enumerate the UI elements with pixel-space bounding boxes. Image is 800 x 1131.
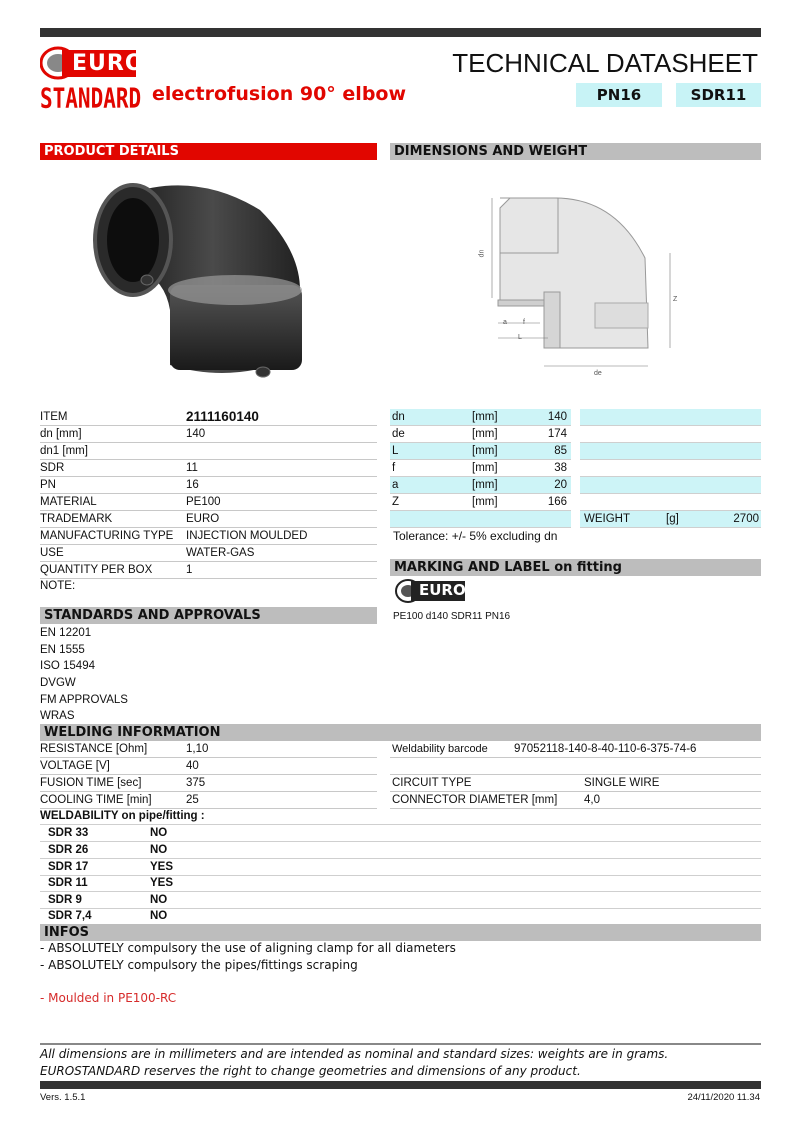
logo-euro-text: EURO — [72, 51, 145, 76]
sdr-label: SDR 7,4 — [48, 910, 92, 922]
sdr-label: SDR 26 — [48, 844, 89, 856]
row-label: TRADEMARK — [40, 513, 113, 525]
table-row — [580, 477, 761, 494]
weight-row — [580, 511, 761, 528]
sdr-value: NO — [150, 827, 168, 839]
row-label: ITEM — [40, 411, 68, 423]
sdr-label: SDR 17 — [48, 861, 89, 873]
table-row — [390, 494, 571, 511]
weld-label: COOLING TIME [min] — [40, 794, 152, 806]
dim-unit: [mm] — [472, 462, 498, 474]
technical-drawing — [470, 188, 700, 383]
table-row — [40, 842, 761, 859]
weight-unit: [g] — [666, 513, 679, 525]
footer-line-2: EUROSTANDARD reserves the right to change geometries and dimensions of any product. — [40, 1064, 581, 1078]
row-label: SDR — [40, 462, 65, 474]
weld-label: CIRCUIT TYPE — [392, 777, 472, 789]
table-row — [40, 908, 761, 925]
table-row — [40, 443, 377, 460]
table-row — [580, 409, 761, 426]
sdr-value: YES — [150, 861, 174, 873]
drawing-label-f: f — [523, 319, 525, 326]
dim-unit: [mm] — [472, 496, 498, 508]
dim-name: L — [392, 445, 399, 457]
table-row — [390, 741, 761, 758]
drawing-label-dn: dn — [478, 249, 486, 258]
weight-label: WEIGHT — [584, 513, 630, 525]
weldability-title — [40, 808, 761, 825]
table-row — [40, 409, 377, 426]
row-value: 1 — [186, 564, 193, 576]
tolerance-note: Tolerance: +/- 5% excluding dn — [393, 529, 558, 543]
table-row — [40, 562, 377, 579]
section-infos: INFOS — [40, 924, 761, 941]
section-product-details: PRODUCT DETAILS — [40, 143, 377, 160]
standard-item: EN 1555 — [40, 644, 85, 656]
weight-value: 2700 — [733, 513, 759, 525]
section-dimensions-weight: DIMENSIONS AND WEIGHT — [390, 143, 761, 160]
table-row — [40, 792, 377, 809]
row-value: EURO — [186, 513, 220, 525]
item-code: 2111160140 — [186, 409, 259, 424]
print-date: 24/11/2020 11.34 — [687, 1092, 760, 1103]
section-marking: MARKING AND LABEL on fitting — [390, 559, 761, 576]
standard-item: EN 12201 — [40, 627, 92, 639]
dim-value: 174 — [547, 428, 567, 440]
table-row — [40, 528, 377, 545]
table-row — [40, 875, 761, 892]
row-label: QUANTITY PER BOX — [40, 564, 153, 576]
standard-item: DVGW — [40, 677, 76, 689]
info-line: - ABSOLUTELY compulsory the pipes/fittings scraping — [40, 958, 358, 972]
row-value: 140 — [186, 428, 206, 440]
row-label: USE — [40, 547, 64, 559]
weld-label: VOLTAGE [V] — [40, 760, 110, 772]
badge-sdr: SDR11 — [676, 83, 761, 107]
sdr-label: SDR 33 — [48, 827, 89, 839]
marking-logo — [395, 578, 467, 604]
weld-value: SINGLE WIRE — [584, 777, 660, 789]
table-row — [40, 859, 761, 876]
standard-item: WRAS — [40, 710, 75, 722]
weld-label: RESISTANCE [Ohm] — [40, 743, 148, 755]
drawing-label-a: a — [503, 319, 507, 326]
info-red-line: - Moulded in PE100-RC — [40, 991, 177, 1005]
table-row — [40, 477, 377, 494]
standard-item: FM APPROVALS — [40, 694, 128, 706]
table-row — [580, 443, 761, 460]
drawing-label-L: L — [518, 334, 522, 341]
table-row — [390, 511, 571, 528]
dim-unit: [mm] — [472, 428, 498, 440]
row-label: MATERIAL — [40, 496, 97, 508]
row-value: PE100 — [186, 496, 221, 508]
sdr-label: SDR 11 — [48, 877, 88, 889]
table-row — [40, 545, 377, 562]
sdr-value: NO — [150, 844, 168, 856]
dim-name: dn — [392, 411, 405, 423]
badge-pn: PN16 — [576, 83, 662, 107]
section-standards: STANDARDS AND APPROVALS — [40, 607, 377, 624]
bottom-bar — [40, 1081, 761, 1089]
table-row — [390, 409, 571, 426]
top-bar — [40, 28, 761, 37]
dim-name: a — [392, 479, 399, 491]
row-label: MANUFACTURING TYPE — [40, 530, 174, 542]
row-value: 11 — [186, 462, 198, 474]
row-label: PN — [40, 479, 56, 491]
dim-name: Z — [392, 496, 400, 508]
weld-value: 40 — [186, 760, 199, 772]
row-label: dn [mm] — [40, 428, 82, 440]
table-row — [580, 460, 761, 477]
table-row — [580, 494, 761, 511]
table-row — [390, 426, 571, 443]
weld-value: 1,10 — [186, 743, 209, 755]
weld-value: 375 — [186, 777, 206, 789]
dim-unit: [mm] — [472, 445, 498, 457]
sdr-label: SDR 9 — [48, 894, 82, 906]
dim-unit: [mm] — [472, 479, 498, 491]
sdr-value: NO — [150, 894, 168, 906]
logo-standard-text: STANDARD — [40, 83, 142, 115]
table-row — [40, 741, 377, 758]
table-row — [40, 825, 761, 842]
dim-name: de — [392, 428, 405, 440]
section-welding: WELDING INFORMATION — [40, 724, 761, 741]
table-row — [40, 511, 377, 528]
doc-title: TECHNICAL DATASHEET — [452, 48, 758, 78]
info-line: - ABSOLUTELY compulsory the use of aligning clamp for all diameters — [40, 941, 456, 955]
marking-text: PE100 d140 SDR11 PN16 — [393, 611, 511, 622]
marking-logo-text: EURO — [419, 581, 466, 599]
note-label: NOTE: — [40, 580, 76, 592]
table-row — [40, 892, 761, 909]
table-row — [40, 494, 377, 511]
weldability-title-text: WELDABILITY on pipe/fitting : — [40, 810, 205, 822]
standard-item: ISO 15494 — [40, 660, 95, 672]
table-row — [390, 775, 761, 792]
row-label: dn1 [mm] — [40, 445, 88, 457]
weld-label: CONNECTOR DIAMETER [mm] — [392, 794, 558, 806]
weld-label: Weldability barcode — [392, 743, 488, 755]
dim-value: 140 — [547, 411, 567, 423]
product-image — [85, 170, 315, 385]
table-row — [40, 460, 377, 477]
table-row — [40, 775, 377, 792]
dim-value: 85 — [554, 445, 567, 457]
eurostandard-logo — [40, 45, 145, 115]
dim-unit: [mm] — [472, 411, 498, 423]
table-row — [390, 443, 571, 460]
table-row — [580, 426, 761, 443]
drawing-label-de: de — [594, 370, 602, 377]
dim-value: 38 — [554, 462, 567, 474]
row-value: WATER-GAS — [186, 547, 255, 559]
row-value: INJECTION MOULDED — [186, 530, 308, 542]
drawing-label-z: Z — [673, 296, 678, 303]
table-row — [390, 460, 571, 477]
sdr-value: YES — [150, 877, 174, 889]
dim-name: f — [392, 462, 396, 474]
table-row — [40, 426, 377, 443]
table-row — [390, 758, 761, 775]
dim-value: 166 — [547, 496, 567, 508]
dim-value: 20 — [554, 479, 567, 491]
table-row — [390, 792, 761, 809]
row-value: 16 — [186, 479, 199, 491]
weld-label: FUSION TIME [sec] — [40, 777, 142, 789]
barcode-value: 97052118-140-8-40-110-6-375-74-6 — [514, 743, 697, 755]
sdr-value: NO — [150, 910, 168, 922]
footer-line-1: All dimensions are in millimeters and are intended as nominal and standard sizes: weights are in grams. — [40, 1047, 669, 1061]
table-row — [40, 758, 377, 775]
version: Vers. 1.5.1 — [40, 1092, 86, 1103]
product-title: electrofusion 90° elbow — [152, 83, 407, 105]
table-row — [390, 477, 571, 494]
weld-value: 4,0 — [584, 794, 600, 806]
weld-value: 25 — [186, 794, 199, 806]
footer-divider — [40, 1043, 761, 1045]
